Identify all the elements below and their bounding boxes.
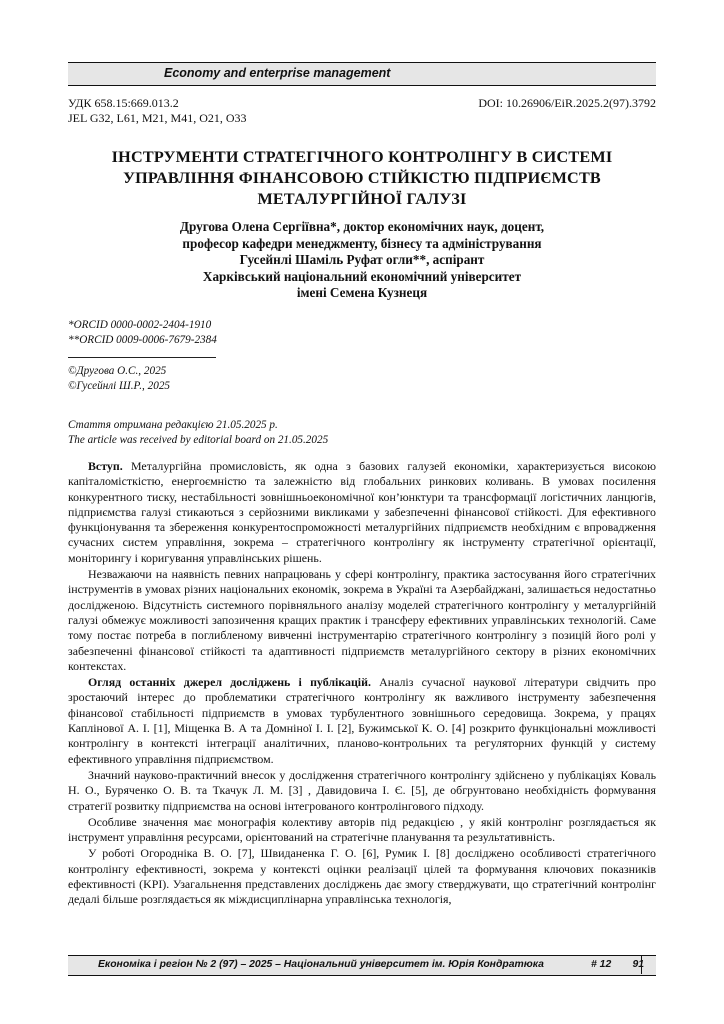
footnote-divider	[68, 357, 216, 358]
received-ua: Стаття отримана редакцією 21.05.2025 р.	[68, 419, 278, 431]
doi-block	[478, 96, 656, 111]
footer-issue-number: # 12	[591, 959, 612, 970]
author-line-1: Другова Олена Сергіївна*, доктор економічних наук, доцент,	[179, 219, 545, 234]
introduction-text: Металургійна промисловість, як одна з базових галузей економіки, характеризується високою капіталомісткістю, енергоємністю та залежністю від глобальних ринкових коливань. В умовах посилення конкурентного тиску, нестабільності зовнішньоекономічної кон’юнктури та трансформації логістичних ланцюгів, підприємства галузі стикаються з серйозними викликами у забезпеченні фінансової стійкості. Для ефективного функціонування та збереження конкурентоспроможності металургійних підприємств необхідним є впровадження сучасних систем управління, зокрема – стратегічного контролінгу як інструменту стратегічної орієнтації, моніторингу і коригування управлінських рішень.	[68, 459, 656, 565]
affiliation-line-2: імені Семена Кузнеця	[296, 285, 428, 300]
classification-codes	[68, 96, 247, 126]
journal-section-title: Economy and enterprise management	[164, 66, 391, 80]
author-block	[68, 219, 656, 302]
author-line-3: Гусейнлі Шаміль Руфат огли**, аспірант	[239, 252, 485, 267]
journal-footer-band	[68, 955, 656, 976]
footer-journal-info: Економіка і регіон № 2 (97) – 2025 – Національний університет ім. Юрія Кондратюка	[98, 959, 544, 970]
article-title	[68, 147, 656, 210]
received-en: The article was received by editorial board on 21.05.2025	[68, 434, 329, 446]
literature-review-text: Аналіз сучасної наукової літератури свідчить про зростаючий інтерес до проблематики стратегічного контролінгу як важливого інструменту забезпечення фінансової стабільності підприємств в умовах турбулентного зовнішнього середовища. Зокрема, у працях Каплінової А. І. [1], Міщенка В. А та Домніної І. І. [2], Бужимської К. О. [4] розкрито функціональні можливості контролінгу в контексті інтеграції аналітичних, планово-контрольних та регуляторних функцій у систему ефективного управління підприємством.	[68, 675, 656, 766]
paragraph-introduction	[68, 459, 656, 566]
page-number: 91	[632, 959, 644, 970]
introduction-heading: Вступ.	[88, 459, 123, 473]
author-line-2: професор кафедри менеджменту, бізнесу та адміністрування	[182, 235, 542, 251]
orcid-block	[68, 318, 217, 348]
title-line-3: МЕТАЛУРГІЙНОЇ ГАЛУЗІ	[257, 190, 467, 208]
paragraph-2: Незважаючи на наявність певних напрацювань у сфері контролінгу, практика застосування його стратегічних інструментів в умовах різних національних економік, зокрема в Україні та Азербайджані, залишається недостатньо дослідженою. Відсутність системного порівняльного аналізу моделей стратегічного контролінгу у металургійній галузі обмежує можливості запозичення кращих практик і трансферу ефективних управлінських технологій. Саме тому постає потреба в поглибленому вивченні інструментарію стратегічного контролінгу з позицій його ролі у забезпеченні фінансової стійкості та адаптивності підприємств металургійного сектору в різних економічних контекстах.	[68, 567, 656, 673]
jel-codes: JEL G32, L61, M21, M41, O21, O33	[68, 111, 247, 125]
copyright-block	[68, 364, 170, 394]
title-line-1: ІНСТРУМЕНТИ СТРАТЕГІЧНОГО КОНТРОЛІНГУ В СИСТЕМІ	[111, 148, 613, 166]
title-line-2: УПРАВЛІННЯ ФІНАНСОВОЮ СТІЙКІСТЮ ПІДПРИЄМСТВ	[123, 169, 601, 187]
affiliation-line-1: Харківський національний економічний університет	[202, 268, 522, 284]
orcid-second-author: **ORCID 0009-0006-7679-2384	[68, 334, 217, 346]
paragraph-5: Особливе значення має монографія колективу авторів під редакцією , у якій контролінг розглядається як інструмент управління ресурсами, орієнтований на стратегічне планування та результативність.	[68, 814, 656, 845]
copyright-second: ©Гусейнлі Ш.Р., 2025	[68, 380, 171, 392]
journal-header-band	[68, 62, 656, 86]
article-body	[68, 459, 656, 908]
doi: DOI: 10.26906/EiR.2025.2(97).3792	[478, 96, 656, 110]
paragraph-4: Значний науково-практичний внесок у дослідження стратегічного контролінгу здійснено у публікаціях Коваль Н. О., Буряченко О. В. та Ткачук Л. М. [3] , Давидовича І. Є. [5], де обгрунтовано необхідність формування стратегії розвитку підприємства на основі інтегрованого контролінгового підходу.	[68, 767, 656, 813]
paragraph-literature-review	[68, 675, 656, 767]
udc-code: УДК 658.15:669.013.2	[68, 96, 179, 110]
copyright-first: ©Другова О.С., 2025	[68, 365, 167, 377]
orcid-first-author: *ORCID 0000-0002-2404-1910	[68, 319, 212, 331]
paragraph-6: У роботі Огороднiка В. О. [7], Швиданенка Г. О. [6], Румик І. [8] досліджено особливості стратегічного контролінгу ефективності, зокрема у контексті оцінки реалізації цілей та формування ключових показників ефективності (KPI). Узагальнення представлених досліджень дає змогу стверджувати, що стратегічний контролінг дедалі більше розглядається як міждисциплінарна управлінська технологія,	[68, 846, 656, 907]
literature-review-heading: Огляд останніх джерел досліджень і публікацій.	[88, 675, 371, 690]
received-block	[68, 418, 328, 448]
